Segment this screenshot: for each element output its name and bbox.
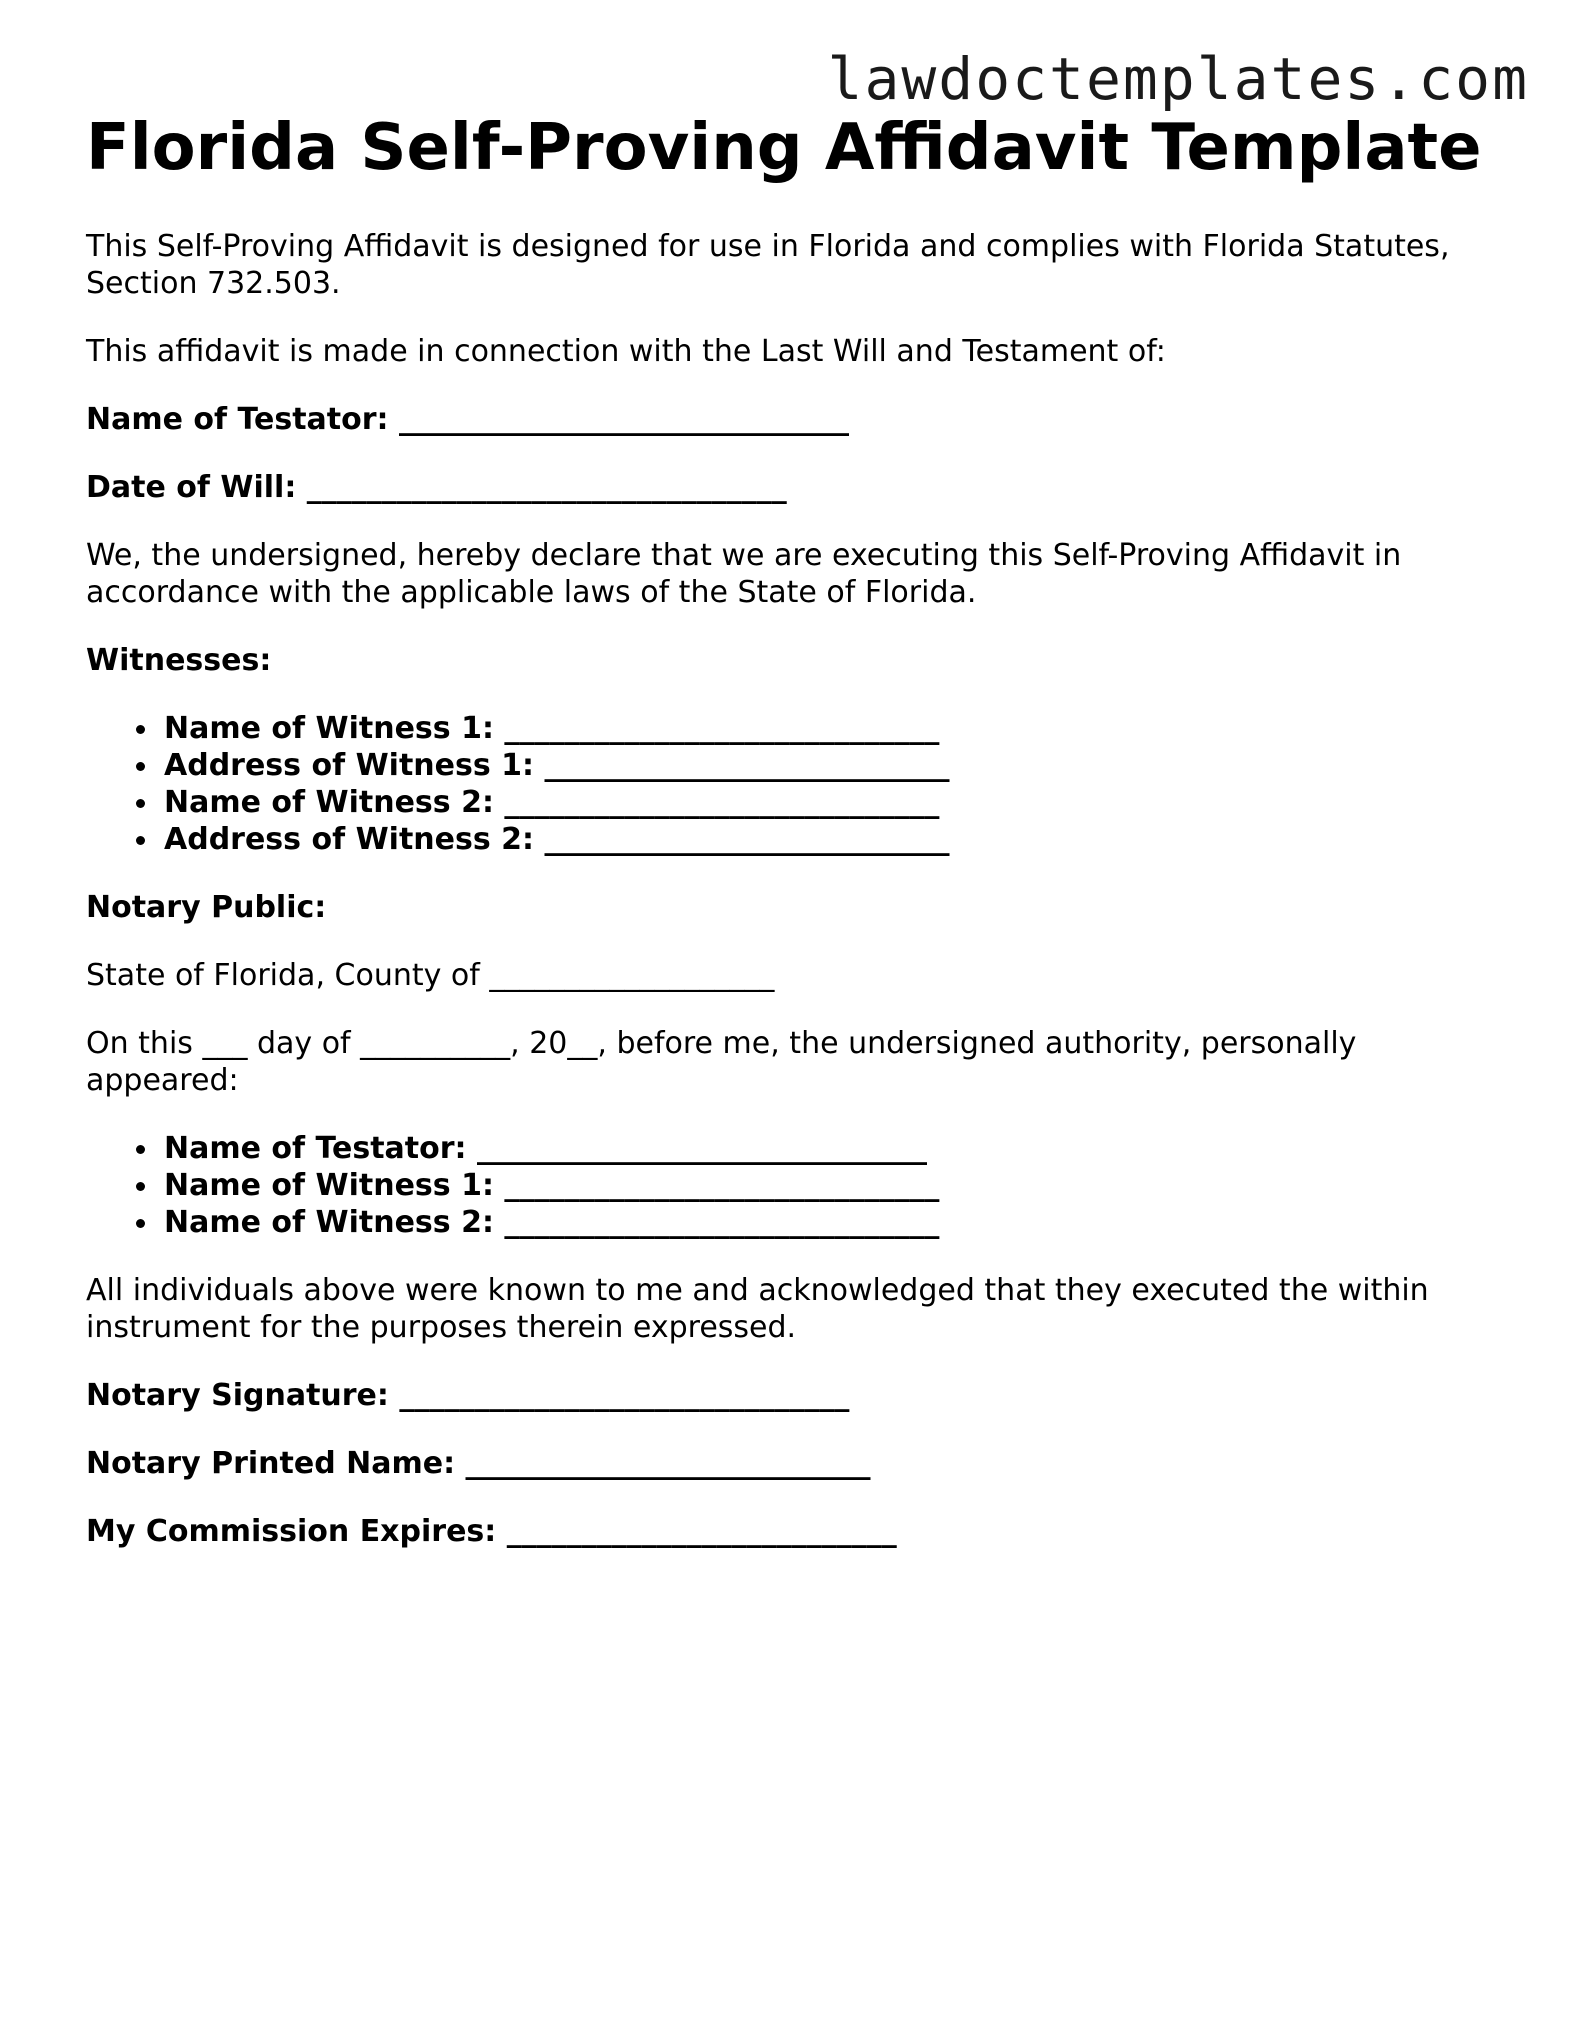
watermark-text: lawdoctemplates.com [827,45,1529,113]
witness-2-address-field: Address of Witness 2: ___________________________ [164,821,1496,858]
notary-heading: Notary Public: [86,889,327,925]
notary-printed-name-field: Notary Printed Name: ___________________________ [86,1445,871,1481]
declaration-paragraph: We, the undersigned, hereby declare that we are executing this Self-Proving Affidavit in accordance with the applicable laws of the State of Florida. [86,537,1402,610]
acknowledgment-paragraph: All individuals above were known to me and acknowledged that they executed the within instrument for the purposes therein expressed. [86,1272,1429,1345]
appeared-witness-1-field: Name of Witness 1: _____________________________ [164,1167,1496,1204]
witness-list [86,710,1496,858]
witness-1-address-field: Address of Witness 1: ___________________________ [164,747,1496,784]
appeared-testator-field: Name of Testator: ______________________________ [164,1130,1496,1167]
page-title: Florida Self-Proving Affidavit Template [86,111,1482,185]
county-line: State of Florida, County of ___________________ [86,957,775,993]
witness-1-name-field: Name of Witness 1: _____________________________ [164,710,1496,747]
notary-signature-field: Notary Signature: ______________________________ [86,1377,850,1413]
intro-paragraph: This Self-Proving Affidavit is designed for use in Florida and complies with Florida Statutes, Section 732.503. [86,228,1450,301]
appearance-paragraph: On this ___ day of __________, 20__, before me, the undersigned authority, personally appeared: [86,1025,1357,1098]
connection-paragraph: This affidavit is made in connection with the Last Will and Testament of: [86,333,1166,369]
appeared-list [86,1130,1496,1241]
witnesses-heading: Witnesses: [86,642,272,678]
date-of-will-field: Date of Will: ________________________________ [86,469,787,505]
appeared-witness-2-field: Name of Witness 2: _____________________________ [164,1204,1496,1241]
testator-name-field: Name of Testator: ______________________________ [86,401,849,437]
document-page [86,112,1496,1581]
witness-2-name-field: Name of Witness 2: _____________________________ [164,784,1496,821]
commission-expires-field: My Commission Expires: __________________________ [86,1513,897,1549]
